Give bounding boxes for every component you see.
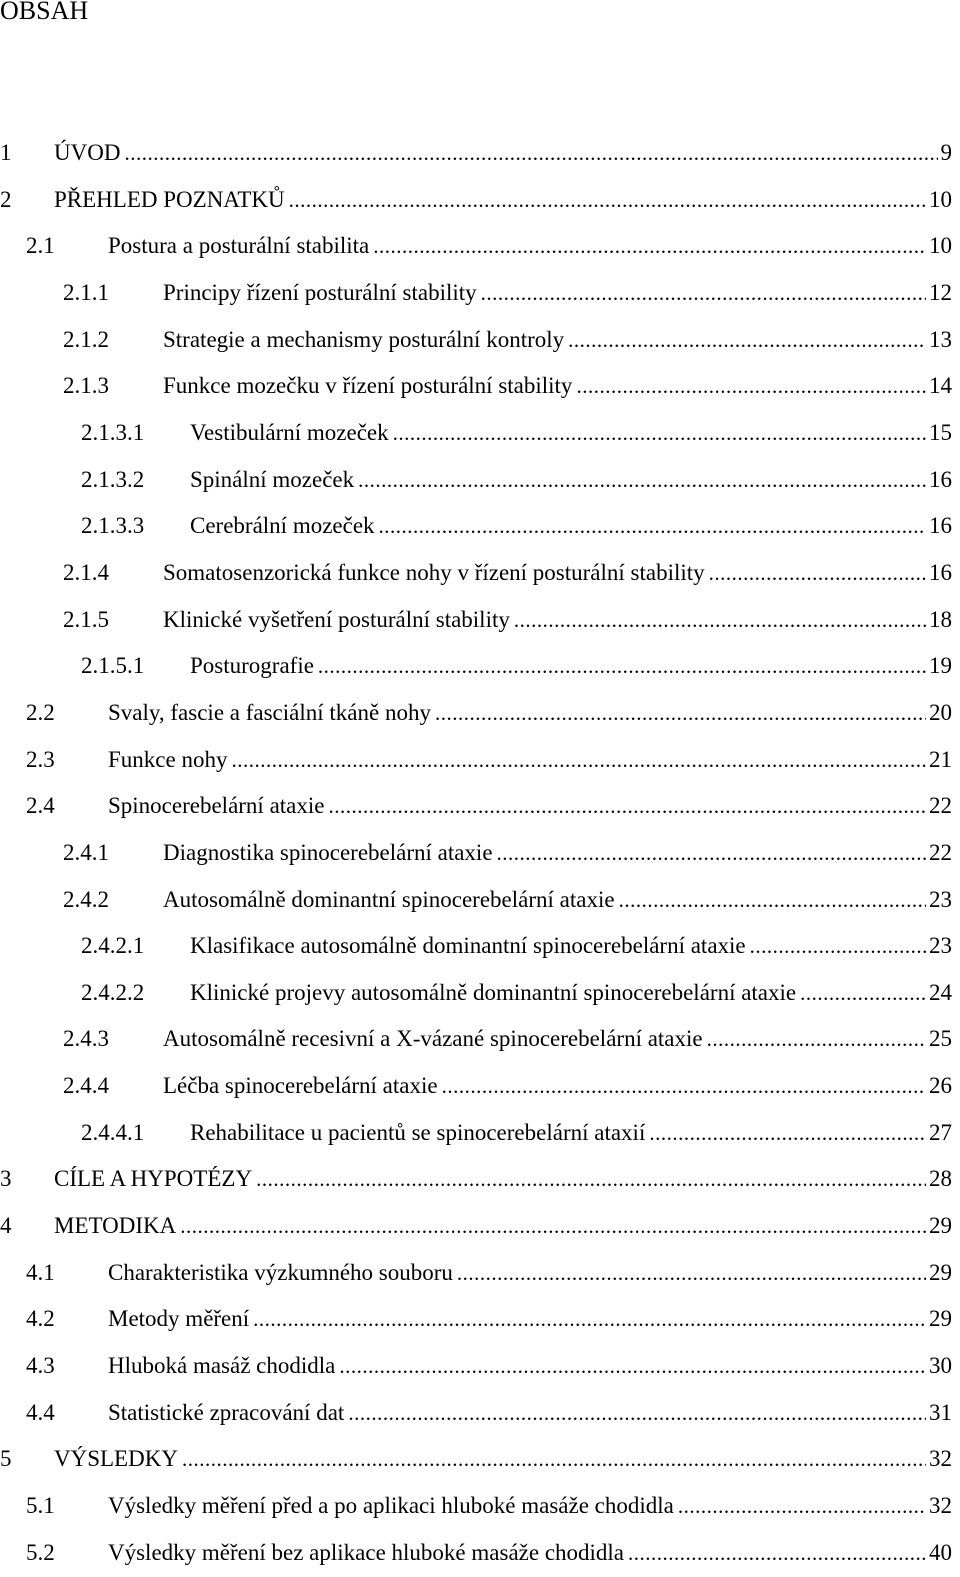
toc-entry-number: 2.1.5 (63, 606, 109, 632)
toc-entry-title[interactable]: Postura a posturální stabilita (108, 233, 370, 259)
toc-entry-page-number[interactable]: 12 (929, 279, 952, 305)
toc-entry-page-number[interactable]: 14 (929, 373, 952, 399)
toc-entry-title[interactable]: Léčba spinocerebelární ataxie (163, 1073, 438, 1099)
toc-dot-leader (253, 1296, 926, 1342)
toc-entry-page-number[interactable]: 32 (929, 1493, 952, 1519)
toc-entry-page-number[interactable]: 23 (929, 933, 952, 959)
toc-entry-body (54, 130, 952, 176)
toc-entry[interactable] (0, 923, 952, 970)
toc-entry[interactable] (0, 270, 952, 317)
toc-entry-page-number[interactable]: 22 (929, 839, 952, 865)
toc-entry-number: 4 (0, 1213, 12, 1239)
toc-entry-number: 2.1.3.3 (81, 513, 145, 539)
toc-entry-page-number[interactable]: 18 (929, 606, 952, 632)
toc-entry-body (108, 223, 952, 269)
toc-entry-number: 5.1 (26, 1493, 55, 1519)
toc-entry-page-number[interactable]: 27 (929, 1119, 952, 1145)
toc-entry-page-number[interactable]: 40 (929, 1539, 952, 1565)
toc-entry[interactable] (0, 1250, 952, 1297)
toc-entry-number: 2.4.1 (63, 839, 109, 865)
toc-dot-leader (707, 1016, 926, 1062)
toc-entry-number: 2.1.3 (63, 373, 109, 399)
toc-entry-body (190, 503, 952, 549)
toc-dot-leader (568, 317, 926, 363)
toc-entry-body (163, 550, 952, 596)
toc-entry-page-number[interactable]: 16 (929, 513, 952, 539)
toc-entry-title[interactable]: Klinické vyšetření posturální stability (163, 606, 510, 632)
toc-entry-number: 4.3 (26, 1353, 55, 1379)
toc-entry-title[interactable]: Vestibulární mozeček (190, 419, 389, 445)
toc-entry[interactable] (0, 457, 952, 504)
toc-entry-number: 2.4.4 (63, 1073, 109, 1099)
toc-dot-leader (619, 877, 926, 923)
toc-entry-body (163, 317, 952, 363)
toc-entry-page-number[interactable]: 29 (929, 1213, 952, 1239)
toc-entry-body (190, 410, 952, 456)
toc-dot-leader (348, 1390, 926, 1436)
toc-dot-leader (649, 1110, 926, 1156)
toc-entry-body (163, 1063, 952, 1109)
toc-entry[interactable] (0, 737, 952, 784)
toc-entry-number: 2.4.3 (63, 1026, 109, 1052)
toc-entry-title[interactable]: Statistické zpracování dat (108, 1399, 345, 1425)
toc-entry[interactable] (0, 643, 952, 690)
toc-dot-leader (514, 597, 926, 643)
toc-entry-page-number[interactable]: 10 (929, 186, 952, 212)
toc-entry-body (108, 690, 952, 736)
toc-entry[interactable] (0, 1110, 952, 1157)
toc-entry[interactable] (0, 1203, 952, 1250)
toc-entry-page-number[interactable]: 25 (929, 1026, 952, 1052)
toc-dot-leader (497, 830, 926, 876)
toc-entry-number: 2.1 (26, 233, 55, 259)
toc-entry-number: 4.4 (26, 1399, 55, 1425)
toc-entry-page-number[interactable]: 16 (929, 559, 952, 585)
toc-entry-body (163, 363, 952, 409)
toc-entry-page-number[interactable]: 9 (940, 140, 952, 165)
toc-entry-number: 5 (0, 1446, 12, 1472)
toc-entry-body (54, 1203, 952, 1249)
toc-dot-leader (318, 643, 926, 689)
toc-entry-body (108, 1296, 952, 1342)
toc-dot-leader (358, 457, 926, 503)
toc-entry-title[interactable]: Diagnostika spinocerebelární ataxie (163, 839, 493, 865)
toc-entry-body (163, 597, 952, 643)
toc-entry-body (163, 270, 952, 316)
toc-entry-title[interactable]: ÚVOD (54, 140, 121, 165)
toc-dot-leader (339, 1343, 926, 1389)
toc-entry[interactable] (0, 223, 952, 270)
toc-entry-title[interactable]: CÍLE A HYPOTÉZY (54, 1166, 253, 1192)
toc-entry-body (54, 1436, 952, 1482)
toc-entry-title[interactable]: Výsledky měření bez aplikace hluboké masáže chodidla (108, 1539, 625, 1565)
toc-dot-leader (379, 503, 926, 549)
toc-entry[interactable] (0, 177, 952, 224)
toc-entry-body (163, 830, 952, 876)
toc-dot-leader (442, 1063, 926, 1109)
toc-entry-number: 2.4 (26, 793, 55, 819)
toc-entry-body (108, 1530, 952, 1576)
toc-entry-title[interactable]: Autosomálně recesivní a X-vázané spinocerebelární ataxie (163, 1026, 703, 1052)
toc-entry-body (190, 923, 952, 969)
toc-entry-title[interactable]: Funkce mozečku v řízení posturální stability (163, 373, 573, 399)
toc-entry-number: 2.4.4.1 (81, 1119, 145, 1145)
toc-entry[interactable] (0, 1343, 952, 1390)
toc-entry-page-number[interactable]: 13 (929, 326, 952, 352)
toc-entry-page-number[interactable]: 24 (929, 979, 952, 1005)
toc-entry-body (108, 1250, 952, 1296)
toc-entry[interactable] (0, 363, 952, 410)
toc-entry-page-number[interactable]: 22 (929, 793, 952, 819)
toc-dot-leader (124, 130, 937, 176)
toc-entry-number: 2.2 (26, 699, 55, 725)
toc-entry-title[interactable]: METODIKA (54, 1213, 177, 1239)
toc-entry[interactable] (0, 130, 952, 177)
toc-entry[interactable] (0, 1063, 952, 1110)
toc-entry-title[interactable]: Spinocerebelární ataxie (108, 793, 325, 819)
toc-entry[interactable] (0, 1296, 952, 1343)
toc-entry-page-number[interactable]: 16 (929, 466, 952, 492)
toc-entry-title[interactable]: Výsledky měření před a po aplikaci hluboké masáže chodidla (108, 1493, 674, 1519)
toc-entry[interactable] (0, 1530, 952, 1577)
toc-entry-page-number[interactable]: 28 (929, 1166, 952, 1192)
toc-dot-leader (481, 270, 926, 316)
toc-entry-body (108, 737, 952, 783)
toc-entry-number: 2.1.1 (63, 279, 109, 305)
toc-dot-leader (435, 690, 926, 736)
toc-dot-leader (393, 410, 926, 456)
toc-entry-number: 4.2 (26, 1306, 55, 1332)
toc-dot-leader (182, 1436, 926, 1482)
toc-dot-leader (800, 970, 926, 1016)
toc-entry[interactable] (0, 783, 952, 830)
toc-entry-page-number[interactable]: 29 (929, 1259, 952, 1285)
toc-entry-body (54, 177, 952, 223)
toc-entry-body (108, 1483, 952, 1529)
toc-dot-leader (373, 223, 926, 269)
toc-entry-number: 1 (0, 140, 12, 165)
toc-entry-number: 2.1.2 (63, 326, 109, 352)
toc-entry-body (54, 1156, 952, 1202)
toc-entry-body (190, 970, 952, 1016)
toc-entry-title[interactable]: Autosomálně dominantní spinocerebelární ataxie (163, 886, 615, 912)
toc-entry-body (190, 457, 952, 503)
toc-entry[interactable] (0, 597, 952, 644)
toc-entry-number: 2.4.2 (63, 886, 109, 912)
toc-entry-number: 2 (0, 186, 12, 212)
toc-entry-page-number[interactable]: 29 (929, 1306, 952, 1332)
toc-dot-leader (457, 1250, 926, 1296)
toc-dot-leader (289, 177, 926, 223)
toc-entry-title[interactable]: VÝSLEDKY (54, 1446, 178, 1472)
toc-dot-leader (180, 1203, 926, 1249)
toc-entry[interactable] (0, 410, 952, 457)
toc-entry-number: 2.1.3.1 (81, 419, 145, 445)
toc-entry-title[interactable]: Hluboká masáž chodidla (108, 1353, 336, 1379)
toc-entry[interactable] (0, 550, 952, 597)
toc-dot-leader (628, 1530, 926, 1576)
toc-entry-number: 2.4.2.2 (81, 979, 145, 1005)
toc-entry-title[interactable]: Spinální mozeček (190, 466, 355, 492)
toc-entry-body (190, 1110, 952, 1156)
toc-dot-leader (328, 783, 926, 829)
toc-entry-title[interactable]: Klinické projevy autosomálně dominantní spinocerebelární ataxie (190, 979, 797, 1005)
toc-dot-leader (256, 1156, 926, 1202)
toc-entry-number: 3 (0, 1166, 12, 1192)
toc-entry-title[interactable]: Cerebrální mozeček (190, 513, 375, 539)
toc-entry[interactable] (0, 1483, 952, 1530)
toc-entry-page-number[interactable]: 19 (929, 653, 952, 679)
toc-entry-number: 4.1 (26, 1259, 55, 1285)
toc-entry-title[interactable]: Metody měření (108, 1306, 250, 1332)
toc-entry[interactable] (0, 1016, 952, 1063)
toc-entry[interactable] (0, 1436, 952, 1483)
toc-entry[interactable] (0, 1156, 952, 1203)
toc-entry-page-number[interactable]: 10 (929, 233, 952, 259)
toc-entry-title[interactable]: Strategie a mechanismy posturální kontroly (163, 326, 565, 352)
toc-entry-title[interactable]: Principy řízení posturální stability (163, 279, 477, 305)
toc-dot-leader (750, 923, 926, 969)
toc-dot-leader (678, 1483, 926, 1529)
toc-entry-title[interactable]: PŘEHLED POZNATKŮ (54, 186, 285, 212)
toc-entry-number: 5.2 (26, 1539, 55, 1565)
toc-entry-page-number[interactable]: 15 (929, 419, 952, 445)
toc-entry-body (190, 643, 952, 689)
toc-entry[interactable] (0, 970, 952, 1017)
toc-dot-leader (709, 550, 926, 596)
toc-entry-number: 2.1.3.2 (81, 466, 145, 492)
toc-entry[interactable] (0, 830, 952, 877)
page-title: OBSAH (0, 0, 89, 25)
toc-entry-page-number[interactable]: 30 (929, 1353, 952, 1379)
toc-entry-number: 2.3 (26, 746, 55, 772)
toc-entry-page-number[interactable]: 20 (929, 699, 952, 725)
toc-entry-title[interactable]: Somatosenzorická funkce nohy v řízení posturální stability (163, 559, 705, 585)
toc-entry-page-number[interactable]: 32 (929, 1446, 952, 1472)
toc-entry-page-number[interactable]: 21 (929, 746, 952, 772)
toc-entry[interactable] (0, 317, 952, 364)
toc-entry[interactable] (0, 877, 952, 924)
toc-entry-page-number[interactable]: 31 (929, 1399, 952, 1425)
toc-entry-title[interactable]: Funkce nohy (108, 746, 228, 772)
toc-entry-title[interactable]: Posturografie (190, 653, 314, 679)
toc-entry-body (163, 877, 952, 923)
toc-entry[interactable] (0, 1390, 952, 1437)
toc-entry-body (163, 1016, 952, 1062)
toc-entry-title[interactable]: Svaly, fascie a fasciální tkáně nohy (108, 699, 431, 725)
toc-entry-number: 2.4.2.1 (81, 933, 145, 959)
toc-entry[interactable] (0, 690, 952, 737)
toc-entry-page-number[interactable]: 23 (929, 886, 952, 912)
toc-entry-number: 2.1.5.1 (81, 653, 145, 679)
table-of-contents (0, 130, 952, 1576)
toc-entry-body (108, 1390, 952, 1436)
toc-entry-body (108, 1343, 952, 1389)
toc-entry-number: 2.1.4 (63, 559, 109, 585)
toc-entry-body (108, 783, 952, 829)
toc-entry-page-number[interactable]: 26 (929, 1073, 952, 1099)
toc-entry-title[interactable]: Rehabilitace u pacientů se spinocerebelární ataxií (190, 1119, 646, 1145)
toc-entry-title[interactable]: Charakteristika výzkumného souboru (108, 1259, 453, 1285)
toc-entry-title[interactable]: Klasifikace autosomálně dominantní spinocerebelární ataxie (190, 933, 746, 959)
toc-dot-leader (231, 737, 926, 783)
toc-entry[interactable] (0, 503, 952, 550)
toc-dot-leader (576, 363, 926, 409)
